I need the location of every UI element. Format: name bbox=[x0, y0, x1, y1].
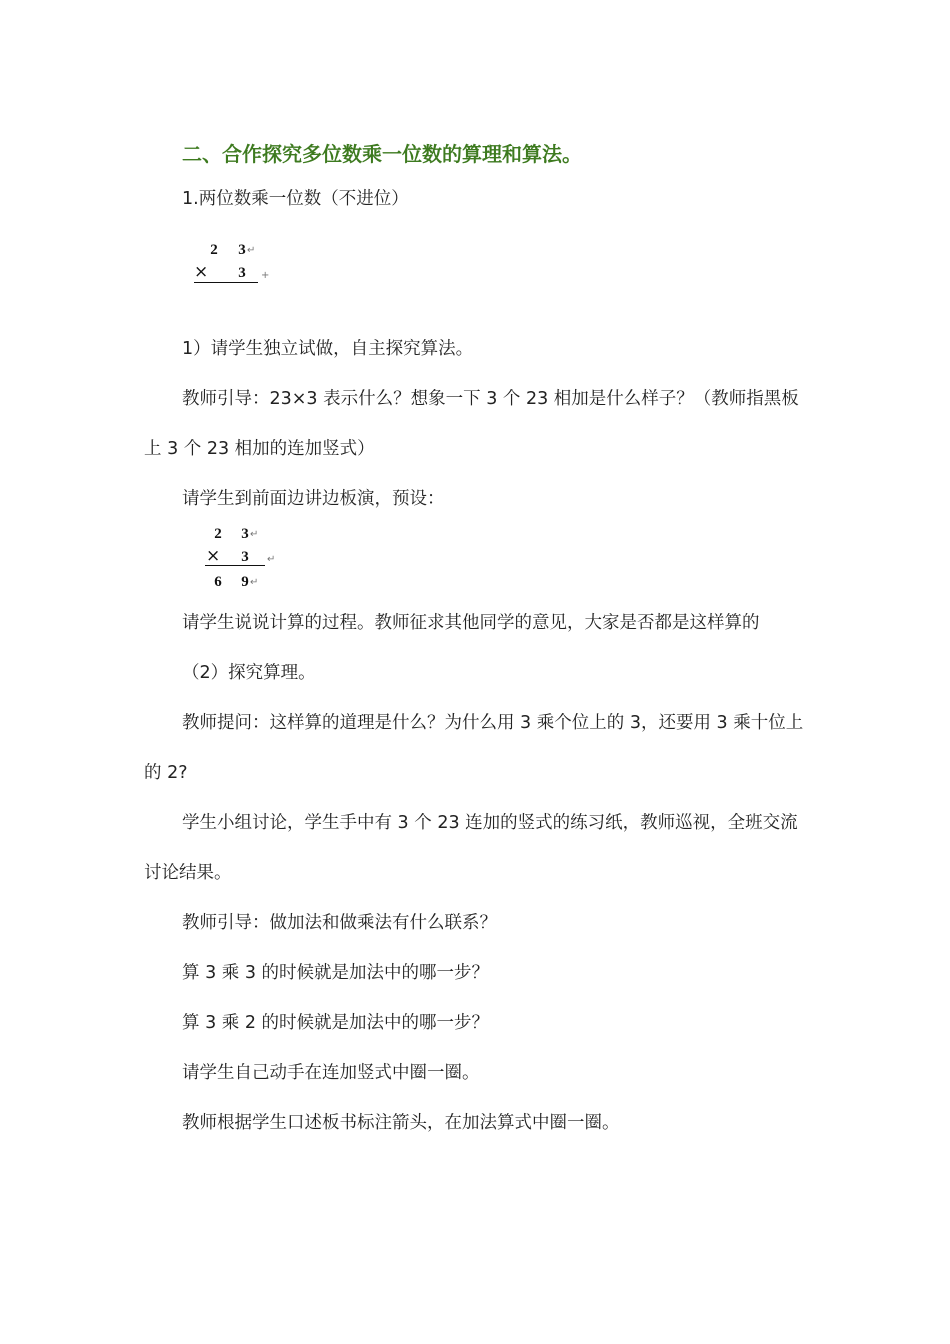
times-sign: × bbox=[206, 546, 221, 566]
calc2-tens-digit: 2 bbox=[214, 526, 222, 542]
teacher-marking-text: 教师根据学生口述板书标注箭头，在加法算式中圈一圈。 bbox=[182, 1113, 620, 1133]
teacher-guide-1: 教师引导：23×3 表示什么？想象一下 3 个 23 相加是什么样子？（教师指黑板上 3 个 23 相加的连加竖式） bbox=[144, 389, 799, 459]
calc1-ones-digit: 3 bbox=[238, 242, 246, 258]
group-discussion-text: 学生小组讨论，学生手中有 3 个 23 连加的竖式的练习纸，教师巡视，全班交流讨论结果。 bbox=[144, 813, 798, 883]
calc2-multiplier-digit: 3 bbox=[241, 549, 249, 565]
calc2-product-tens: 6 bbox=[214, 574, 222, 590]
calc1-underline bbox=[194, 282, 258, 283]
section-heading: 二、合作探究多位数乘一位数的算理和算法。 bbox=[182, 142, 582, 166]
calc1-multiplier-digit: 3 bbox=[238, 265, 246, 281]
calc2-underline bbox=[205, 565, 265, 566]
calc2-ones-digit: 3 bbox=[241, 526, 249, 542]
explain-process-text: 请学生说说计算的过程。教师征求其他同学的意见，大家是否都是这样算的 bbox=[182, 613, 760, 633]
times-sign: × bbox=[194, 262, 209, 282]
teacher-question: 教师提问：这样算的道理是什么？为什么用 3 乘个位上的 3，还要用 3 乘十位上的 2? bbox=[144, 713, 804, 783]
calc2-product-ones: 9 bbox=[241, 574, 249, 590]
return-mark: ↵ bbox=[267, 554, 276, 565]
question-2: 算 3 乘 2 的时候就是加法中的哪一步？ bbox=[182, 1013, 490, 1033]
question-1: 算 3 乘 3 的时候就是加法中的哪一步？ bbox=[182, 963, 490, 983]
step-2-text: （2）探究算理。 bbox=[182, 663, 316, 683]
teacher-guide-2: 教师引导：做加法和做乘法有什么联系？ bbox=[182, 913, 497, 933]
circle-activity-text: 请学生自己动手在连加竖式中圈一圈。 bbox=[182, 1063, 480, 1083]
subsection-title: 1.两位数乘一位数（不进位） bbox=[182, 189, 409, 209]
return-mark: ↵ bbox=[250, 529, 259, 540]
board-demo-text: 请学生到前面边讲边板演，预设： bbox=[182, 489, 445, 509]
calc1-tens-digit: 2 bbox=[210, 242, 218, 258]
end-mark: + bbox=[261, 270, 270, 281]
return-mark: ↵ bbox=[247, 245, 256, 256]
step-1-text: 1）请学生独立试做，自主探究算法。 bbox=[182, 339, 474, 359]
return-mark: ↵ bbox=[250, 577, 259, 588]
